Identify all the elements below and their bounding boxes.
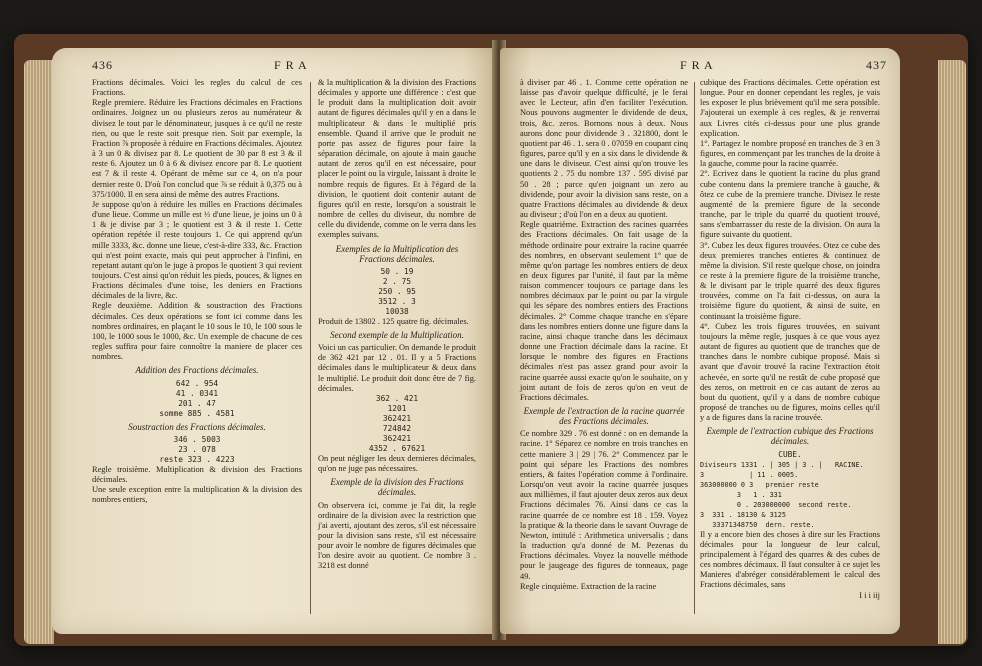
- paragraph: 1°. Partagez le nombre proposé en tranches de 3 en 3 figures, en commençant par les tranches de la droite à la gauche, comme pour la racine quarrée.: [700, 138, 880, 169]
- division-caption: Exemple de la division des Fractions décimales.: [330, 477, 464, 498]
- addition-caption: Addition des Fractions décimales.: [135, 365, 259, 376]
- multiplication-caption: Exemples de la Multiplication des Fractions décimales.: [335, 243, 459, 264]
- paragraph: Ce nombre 329 . 76 est donné : on en demande la racine. 1° Séparez ce nombre en trois tranches en cette maniere 3 | 29 | 76. 2° Commencez par le point qui sépare les Fractions des nombres entiers, & faites l'opération comme à l'ordinaire. Lorsqu'on veut avoir la racine quarrée jusques aux millièmes, il faut ajouter deux zeros aux deux Fractions décimales 76. Ainsi dans ce cas la racine quarrée de ce nombre est 18 . 159. Voyez la pratique & la theorie dans le savant Ouvrage de Newton, intitulé : Arithmetica universalis ; dans la traduction qu'a donné de M. Pezenas du Fractions décimales. Voyez la nouvelle méthode pour le jaugeage des figures de tonneaux, page 49.: [520, 429, 688, 581]
- second-row: 4352 . 67621: [368, 443, 426, 453]
- total-value: 885 . 4581: [187, 408, 235, 418]
- cube-row: 3 331 . 18130 & 3125: [700, 510, 786, 519]
- total-label: somme: [159, 408, 183, 418]
- cube-root-caption: Exemple de l'extraction cubique des Fractions décimales.: [706, 426, 874, 447]
- column-rule: [310, 82, 311, 614]
- paragraph: 4°. Cubez les trois figures trouvées, en suivant toujours la même regle, jusques à ce que vous ayez autant de figures au quotient que de tranches que de tranches dans le nombre cubique proposé. Mais si avant que d'avoir trouvé la racine l'extraction étoit achevée, en sorte qu'il ne restât de cube proposé que des zeros, on mettroit en ce cas autant de zeros au bout du quotient, qu'il y a dans de nombre cubique proposé de tranches ou de figures, moins celles qu'il y a de figures dans la racine trouvée.: [700, 321, 880, 423]
- addition-row: 41 . 0341: [175, 388, 219, 398]
- cube-row: 3 1 . 331: [700, 490, 782, 499]
- paragraph: 3°. Cubez les deux figures trouvées. Otez ce cube des deux premieres tranches entieres & continuez de même la division. S'il reste quelque chose, on joindra ce reste à la premiere figure de la troisième tranche, & le divisant par le triple quarré des deux figures trouvées, comme on l'a fait ci-dessus, on aura la troisième figure du quotient, & ainsi de suite, en continuant la troisième figure.: [700, 240, 880, 321]
- second-row: 362421: [382, 433, 412, 443]
- subtraction-row: 346 . 5003: [173, 434, 221, 444]
- paragraph: Regle premiere. Réduire les Fractions décimales en Fractions ordinaires. Joignez un ou plusieurs zeros au numérateur & divisez le tout par le dénominateur, jusques à ce qu'il ne reste rien, ou que le reste soit presque rien. Soit par exemple, la Fraction ⅞ proposée à réduire en Fractions décimales. Ajoutez à 3 un 0 & divisez par 8. Le quotient de 30 par 8 est 3 & il reste 6. Ajoutez un 0 à 6 & divisez encore par 8. Le quotient est 7 & il reste 4. Opérant de même sur ce 4, on n'a pour dernier reste 0. D'où l'on conclud que ⅞ se réduit à 0,375 ou à 375/1000. Il en sera ainsi de même des autres Fractions.: [92, 98, 302, 199]
- second-row: 362 . 421: [375, 393, 419, 403]
- left-page: [52, 48, 498, 634]
- running-head: F R A: [680, 58, 714, 72]
- addition-row: 201 . 47: [178, 398, 216, 408]
- cube-row: 3 | 11 . 0005.: [700, 470, 799, 479]
- paragraph: à diviser par 46 . 1. Comme cette opération ne laisse pas d'avoir quelque difficulté, je le ferai avec le Lecteur, afin d'en faciliter l'exécution. Nous pouvons augmenter le dividende de deux, trois, &c. zeros. Bornons nous à deux. Nous aurons donc pour dividende 3 . 321800, dont le quotient par 46 . 1. sera 0 . 07059 en coupant cinq figures, parce qu'il y en a six dans le dividende & une dans le diviseur. C'est ainsi qu'on trouve les quotients 2 . 75 du nombre 137 . 595 divisé par 50 . 28 ; parce qu'en joignant un zero au dividende, pour avoir la division sans reste, on a quatre Fractions décimales au dividende & deux au diviseur ; d'où l'on en a deux au quotient.: [520, 78, 688, 220]
- right-page: [500, 48, 900, 634]
- paragraph: Une seule exception entre la multiplication & la division des nombres entiers,: [92, 485, 302, 505]
- mult-row: 250 . 95: [378, 286, 416, 296]
- paragraph: Regle deuxième. Addition & soustraction des Fractions décimales. Ces deux opérations se font ici comme dans les nombres ordinaires, en plaçant le 10 sous le 10, le 100 sous le 100, le 1000 sous le 1000, &c. Un exemple de chacune de ces regles suffira pour faire connoître la maniere de placer ces nombres.: [92, 301, 302, 362]
- paragraph: 2°. Ecrivez dans le quotient la racine du plus grand cube contenu dans la premiere tranche à gauche, & ôtez ce cube de la premiere tranche. Divisez le reste augmenté de la premiere figure de la seconde tranche, par le triple du quarré du quotient trouvé, sans s'embarrasser du reste de la division. On aura la figure suivante du quotient.: [700, 169, 880, 240]
- paragraph: & la multiplication & la division des Fractions décimales y apporte une différence : c'est que le produit dans la multiplication doit avoir autant de figures décimales qu'il y en a dans le multiplicateur & dans le multiplié pris ensemble. Quand il arrive que le produit ne porte pas assez de figures pour faire la séparation décimale, on ajoute à main gauche autant de zeros qu'il en est nécessaire, pour placer le point ou la virgule, laissant à droite le nombre requis de figures. Et à l'égard de la division, le quotient doit contenir autant de figures qu'il en reste, lorsqu'on a soustrait le nombre de celles du diviseur, du nombre de celle du dividende, comme on le verra dans les exemples suivans.: [318, 78, 476, 240]
- paragraph: On peut négliger les deux dernieres décimales, qu'on ne juge pas nécessaires.: [318, 453, 476, 474]
- total-label: reste: [159, 454, 183, 464]
- subtraction-caption: Soustraction des Fractions décimales.: [128, 421, 266, 432]
- page-number: 437: [866, 58, 887, 72]
- page-number: 436: [92, 58, 113, 72]
- paragraph: On observera ici, comme je l'ai dit, la regle ordinaire de la division avec la restriction que j'ai averti, ajoutant des zeros, s'il est nécessaire pour la division sans reste, s'il est nécessaire pour avoir le nombre de figures décimales que l'on desire avoir au quotient. Ce nombre 3 . 3218 est donné: [318, 500, 476, 571]
- paragraph: cubique des Fractions décimales. Cette opération est longue. Pour en donner cependant les regles, je vais les exposer le plus brièvement qu'il me sera possible. J'ajouterai un exemple à ces regles, & je renverrai aux Livres cités ci-dessus pour une plus grande explication.: [700, 78, 880, 138]
- subtraction-row: 23 . 078: [178, 444, 216, 454]
- paragraph: Il y a encore bien des choses à dire sur les Fractions décimales pour la longueur de leur calcul, principalement à l'égard des quarres & des cubes de ces nombres décimaux. Il faut consulter à ce sujet les Manieres d'abréger considérablement le calcul des Fractions décimales, sans: [700, 529, 880, 590]
- total-value: 323 . 4223: [187, 454, 235, 464]
- second-row: 362421: [382, 413, 412, 423]
- right-page-edges: [938, 60, 966, 644]
- second-example-caption: Second exemple de la Multiplication.: [330, 329, 464, 340]
- product-line: Produit de 13802 . 125 quatre fig. décimales.: [318, 316, 469, 326]
- left-column-2: [318, 78, 476, 572]
- catchword: I i i iij: [859, 590, 880, 600]
- paragraph: Je suppose qu'on à réduire les milles en Fractions décimales d'une lieue. Comme un mille est ⅓ d'une lieue, je joins un 0 à 1 & je divise par 3 ; le quotient est 3 & il reste 1. Cette opération repétée il reste toujours 1. Ce qui apprend qu'un mille 3333, &c. donne une lieue, c'est-à-dire 333, &c. Fraction qui n'est point exacte, mais qui peut approcher à l'infini, en repetant autant qu'on le juge à propos le quotient 3 qui revient toujours. C'est ainsi qu'on réduit les pieds, pouces, & lignes en Fractions décimales d'une toise, les deniers en Fractions décimales de la livre, &c.: [92, 199, 302, 301]
- square-root-caption: Exemple de l'extraction de la racine quarrée des Fractions décimales.: [523, 406, 685, 427]
- left-column-1: [92, 78, 302, 505]
- paragraph: Regle quatrième. Extraction des racines quarrées des Fractions décimales. On fait usage de la méthode ordinaire pour extraire la racine quarrée des nombres, en observant seulement 1° que de même qu'on partage les nombres entiers de deux en deux figures par l'unité, il faut par la même raison commencer toujours ce partage dans les nombres décimaux par le point ou par la virgule qui les sépare des nombres entiers des Fractions décimales. 2° Comme chaque tranche en s'épare dans les nombres entiers donne une figure dans la racine, ainsi chaque tranche dans les décimaux donne une Fraction décimale dans la racine. Et lorsque le nombre des figures en Fractions décimales n'est pas assez grand pour avoir la racine quarrée aussi exacte qu'on le souhaite, on y joint autant de fois de zeros qu'on en veut de Fractions décimales.: [520, 220, 688, 402]
- addition-row: 642 . 954: [175, 378, 219, 388]
- cube-header: CUBE.: [778, 449, 802, 459]
- paragraph: Voici un cas particulier. On demande le produit de 362 421 par 12 . 01. Il y a 5 Fractions décimales dans le multiplicateur & deux dans le multiplié. Le produit doit donc être de 7 fig. décimales.: [318, 343, 476, 393]
- paragraph: Regle troisième. Multiplication & division des Fractions décimales.: [92, 464, 302, 484]
- mult-row: 3512 . 3: [378, 296, 416, 306]
- mult-row: 10038: [385, 306, 409, 316]
- addition-total: [92, 409, 302, 419]
- subtraction-total: [92, 455, 302, 465]
- running-head: F R A: [274, 58, 308, 72]
- mult-row: 2 . 75: [382, 276, 412, 286]
- cube-row: 33371348750 dern. reste.: [700, 520, 815, 529]
- paragraph: Fractions décimales. Voici les regles du calcul de ces Fractions.: [92, 78, 302, 98]
- left-page-edges: [24, 60, 54, 644]
- paragraph: Regle cinquième. Extraction de la racine: [520, 581, 657, 591]
- cube-row: Diviseurs 1331 . | 305 | 3 . | RACINE.: [700, 460, 864, 469]
- column-rule: [694, 82, 695, 614]
- second-row: 724842: [382, 423, 412, 433]
- second-row: 1201: [387, 403, 407, 413]
- right-column-1: [520, 78, 688, 592]
- cube-row: 363000000 0 3 premier reste: [700, 480, 819, 489]
- mult-row: 50 . 19: [380, 266, 414, 276]
- right-column-2: [700, 78, 880, 601]
- cube-row: 0 . 203000000 second reste.: [700, 500, 852, 509]
